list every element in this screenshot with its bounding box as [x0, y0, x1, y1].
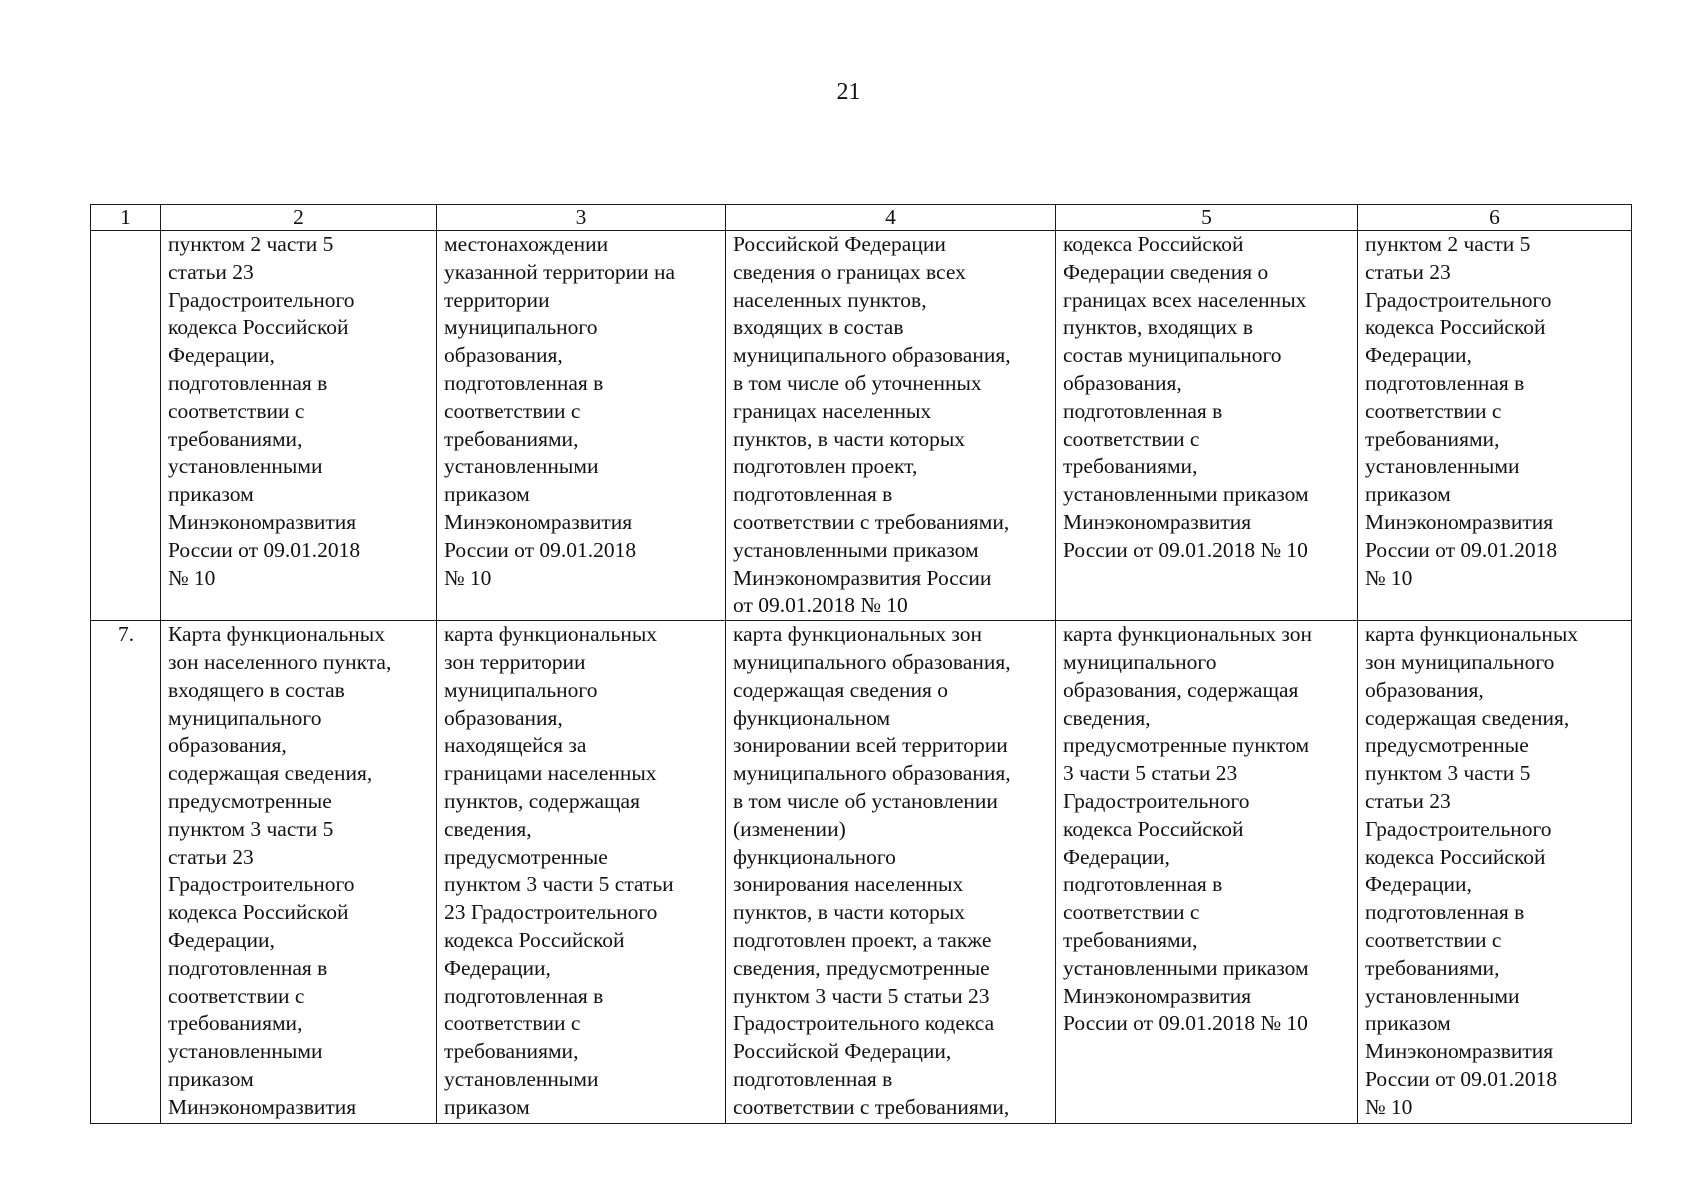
column-number-2: 2 [161, 205, 437, 231]
table-cell: пунктом 2 части 5 статьи 23 Градостроительного кодекса Российской Федерации, подготовленная в соответствии с требованиями, установленными приказом Минэкономразвития России от 09.01.2018 № 10 [1358, 231, 1632, 621]
table-cell: пунктом 2 части 5 статьи 23 Градостроительного кодекса Российской Федерации, подготовленная в соответствии с требованиями, установленными приказом Минэкономразвития России от 09.01.2018 № 10 [161, 231, 437, 621]
table-cell: местонахождении указанной территории на территории муниципального образования, подготовленная в соответствии с требованиями, установленными приказом Минэкономразвития России от 09.01.2018 № 10 [437, 231, 726, 621]
table-cell: карта функциональных зон территории муниципального образования, находящейся за границами населенных пунктов, содержащая сведения, предусмотренные пунктом 3 части 5 статьи 23 Градостроительного кодекса Российской Федерации, подготовленная в соответствии с требованиями, установленными приказом [437, 621, 726, 1124]
column-number-6: 6 [1358, 205, 1632, 231]
table-cell: карта функциональных зон муниципального образования, содержащая сведения о функциональном зонировании всей территории муниципального образования, в том числе об установлении (изменении) функционального зонирования населенных пунктов, в части которых подготовлен проект, а также сведения, предусмотренные пунктом 3 части 5 статьи 23 Градостроительного кодекса Российской Федерации, подготовленная в соответствии с требованиями, [726, 621, 1056, 1124]
document-table [90, 204, 1632, 1124]
table-row [91, 621, 1632, 1124]
table-cell: Карта функциональных зон населенного пункта, входящего в состав муниципального образования, содержащая сведения, предусмотренные пунктом 3 части 5 статьи 23 Градостроительного кодекса Российской Федерации, подготовленная в соответствии с требованиями, установленными приказом Минэкономразвития [161, 621, 437, 1124]
table-header-row [91, 205, 1632, 231]
table-cell: карта функциональных зон муниципального образования, содержащая сведения, предусмотренные пунктом 3 части 5 статьи 23 Градостроительного кодекса Российской Федерации, подготовленная в соответствии с требованиями, установленными приказом Минэкономразвития России от 09.01.2018 № 10 [1358, 621, 1632, 1124]
page-number: 21 [836, 79, 861, 105]
table-cell: карта функциональных зон муниципального образования, содержащая сведения, предусмотренные пунктом 3 части 5 статьи 23 Градостроительного кодекса Российской Федерации, подготовленная в соответствии с требованиями, установленными приказом Минэкономразвития России от 09.01.2018 № 10 [1056, 621, 1358, 1124]
column-number-4: 4 [726, 205, 1056, 231]
row-number-cell [91, 231, 161, 621]
column-number-3: 3 [437, 205, 726, 231]
table-row [91, 231, 1632, 621]
column-number-1: 1 [91, 205, 161, 231]
column-number-5: 5 [1056, 205, 1358, 231]
table-cell: кодекса Российской Федерации сведения о границах всех населенных пунктов, входящих в состав муниципального образования, подготовленная в соответствии с требованиями, установленными приказом Минэкономразвития России от 09.01.2018 № 10 [1056, 231, 1358, 621]
row-number-cell: 7. [91, 621, 161, 1124]
table-cell: Российской Федерации сведения о границах всех населенных пунктов, входящих в состав муниципального образования, в том числе об уточненных границах населенных пунктов, в части которых подготовлен проект, подготовленная в соответствии с требованиями, установленными приказом Минэкономразвития России от 09.01.2018 № 10 [726, 231, 1056, 621]
